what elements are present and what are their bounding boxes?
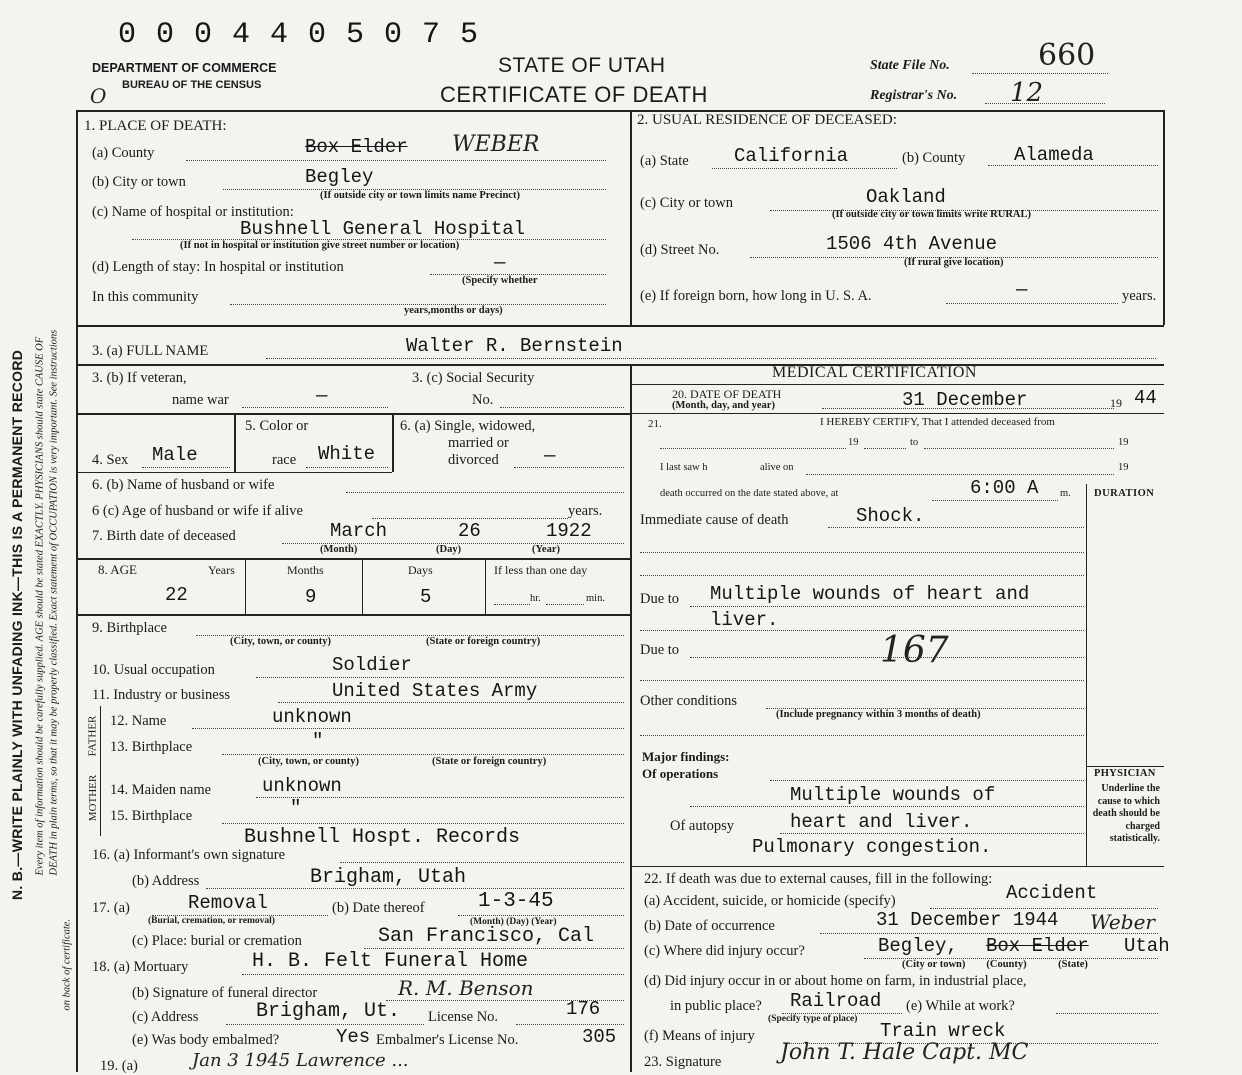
duration-header: DURATION (1094, 488, 1155, 499)
full-name-label: 3. (a) FULL NAME (92, 343, 209, 359)
last-saw-label: I last saw h (660, 462, 708, 473)
age-years-value: 22 (165, 584, 188, 606)
specify-note: (Specify whether (462, 275, 538, 286)
license-label: License No. (428, 1009, 499, 1025)
age-less-header: If less than one day (494, 563, 588, 577)
informant-label: 16. (a) Informant's own signature (92, 847, 286, 863)
disposition-label: 17. (a) (92, 900, 130, 916)
date-of-death-value: 31 December (902, 389, 1028, 411)
mother-side-label: MOTHER (87, 774, 100, 822)
foreign-born-years: years. (1122, 288, 1157, 304)
medical-certification-heading: MEDICAL CERTIFICATION (772, 364, 977, 381)
department-label: DEPARTMENT OF COMMERCE (92, 61, 277, 75)
place-type-note: (Specify type of place) (768, 1014, 858, 1024)
injury-state-value: Utah (1124, 935, 1170, 957)
color-label: 5. Color or (245, 418, 309, 434)
burial-place-label: (c) Place: burial or cremation (132, 933, 302, 949)
death-time-m: m. (1060, 488, 1071, 499)
marital-label-1: 6. (a) Single, widowed, (400, 418, 536, 434)
city-value: Begley (305, 166, 374, 188)
mother-maiden-name-value: unknown (262, 775, 342, 797)
community-note: years,months or days) (404, 305, 503, 316)
sex-value: Male (152, 444, 198, 466)
place-of-death-heading: 1. PLACE OF DEATH: (84, 118, 227, 134)
age-hr: hr. (530, 593, 541, 604)
certificate-title: CERTIFICATE OF DEATH (440, 82, 708, 107)
residence-county-value: Alameda (1014, 144, 1094, 166)
length-of-stay-label: (d) Length of stay: In hospital or institution (92, 259, 344, 275)
father-name-value: unknown (272, 706, 352, 728)
county-struck-value: Box Elder (305, 136, 408, 158)
date-of-death-label: 20. DATE OF DEATH (672, 387, 782, 401)
autopsy-value-1: Multiple wounds of (790, 784, 996, 806)
embalmer-license-label: Embalmer's License No. (376, 1032, 519, 1048)
alive-on-year: 19 (1118, 462, 1129, 473)
hospital-note: (If not in hospital or institution give street number or location) (180, 240, 460, 251)
residence-city-value: Oakland (866, 186, 946, 208)
margin-instruction-2: DEATH in plain terms, so that it may be properly classified. Exact statement of OCCUPATION is very important. See instructions (48, 329, 60, 876)
residence-state-value: California (734, 145, 849, 167)
signature-label: 23. Signature (644, 1054, 722, 1070)
embalmed-value: Yes (336, 1026, 371, 1048)
occurrence-date-label: (b) Date of occurrence (644, 918, 775, 934)
injury-means-label: (f) Means of injury (644, 1028, 755, 1044)
due-to-label: Due to (640, 591, 680, 607)
license-value: 176 (566, 998, 601, 1020)
due-to-2-value: 167 (880, 630, 949, 671)
birthplace-state-note: (State or foreign country) (426, 636, 541, 647)
birthplace-label: 9. Birthplace (92, 620, 167, 636)
physician-header: PHYSICIAN (1094, 768, 1156, 779)
race-label: race (272, 452, 297, 468)
underline-note: Underline the cause to which death should be charged statistically. (1092, 783, 1160, 844)
state-file-number: 660 (1038, 38, 1096, 73)
veteran-value: — (316, 385, 328, 407)
certify-number: 21. (648, 418, 662, 430)
funeral-director-signature: R. M. Benson (398, 976, 534, 1000)
age-months-value: 9 (305, 586, 317, 608)
certify-from-year: 19 (848, 437, 859, 448)
injury-county-value: Box Elder (986, 935, 1089, 957)
accident-type-label: (a) Accident, suicide, or homicide (specify) (644, 893, 896, 909)
informant-value: Bushnell Hospt. Records (244, 826, 521, 849)
age-months-header: Months (287, 563, 324, 577)
margin-instruction-1: Every item of information should be carefully supplied. AGE should be stated EXACTLY. PHYSICIANS should state CAUSE OF (34, 336, 46, 876)
external-causes-heading: 22. If death was due to external causes, fill in the following: (644, 871, 993, 887)
city-label: (b) City or town (92, 174, 186, 190)
age-label: 8. AGE (98, 562, 137, 577)
immediate-cause-label: Immediate cause of death (640, 512, 789, 528)
embalmed-label: (e) Was body embalmed? (132, 1032, 280, 1048)
due-to-value-2: liver. (710, 609, 779, 631)
father-birthplace-value: " (312, 730, 324, 752)
date-of-death-year: 44 (1134, 387, 1157, 409)
registrar-label: Registrar's No. (870, 88, 958, 103)
birth-month-value: March (330, 520, 388, 542)
county-label: (a) County (92, 145, 155, 161)
social-security-no-label: No. (472, 392, 494, 408)
state-title: STATE OF UTAH (498, 54, 666, 77)
veteran-label: 3. (b) If veteran, (92, 370, 187, 386)
father-name-label: 12. Name (110, 713, 167, 729)
certify-text: I HEREBY CERTIFY, That I attended deceased from (820, 416, 1055, 428)
residence-state-label: (a) State (640, 153, 689, 169)
margin-warning: N. B.—WRITE PLAINLY WITH UNFADING INK—THIS IS A PERMANENT RECORD (9, 349, 25, 900)
while-at-work-label: (e) While at work? (906, 998, 1015, 1014)
hospital-value: Bushnell General Hospital (240, 218, 526, 240)
age-years-header: Years (208, 563, 235, 577)
mortuary-label: 18. (a) Mortuary (92, 959, 189, 975)
other-conditions-note: (Include pregnancy within 3 months of death) (776, 709, 981, 720)
informant-address-value: Brigham, Utah (310, 866, 467, 889)
father-state-note: (State or foreign country) (432, 756, 547, 767)
city-note: (If outside city or town limits name Precinct) (320, 190, 520, 201)
certify-to-year: 19 (1118, 437, 1129, 448)
hospital-label: (c) Name of hospital or institution: (92, 204, 294, 220)
occurrence-date-value: 31 December 1944 (876, 909, 1059, 931)
mother-birthplace-value: " (290, 797, 302, 819)
autopsy-value-3: Pulmonary congestion. (752, 836, 992, 858)
community-label: In this community (92, 289, 199, 305)
injury-place-value: Railroad (790, 990, 882, 1012)
immediate-cause-value: Shock. (856, 505, 925, 527)
state-file-label: State File No. (870, 58, 950, 73)
handwritten-mark: O (90, 84, 107, 108)
accident-type-value: Accident (1006, 882, 1098, 904)
death-time-value: 6:00 A (970, 477, 1039, 499)
burial-place-value: San Francisco, Cal (378, 925, 595, 948)
social-security-label: 3. (c) Social Security (412, 370, 535, 386)
birth-month-note: (Month) (320, 544, 358, 555)
age-days-value: 5 (420, 586, 432, 608)
injury-city-value: Begley, (878, 935, 958, 957)
injury-place-label-2: in public place? (670, 998, 762, 1014)
father-birthplace-label: 13. Birthplace (110, 739, 193, 755)
father-side-label: FATHER (86, 715, 99, 757)
mother-birthplace-label: 15. Birthplace (110, 808, 193, 824)
certificate-serial-number: 0 0 0 4 4 0 5 0 7 5 (118, 18, 480, 52)
street-value: 1506 4th Avenue (826, 233, 998, 255)
disposition-date-value: 1-3-45 (478, 890, 554, 913)
due-to-value-1: Multiple wounds of heart and (710, 583, 1030, 605)
major-findings-label: Major findings: (642, 749, 730, 764)
injury-place-label-1: (d) Did injury occur in or about home on farm, in industrial place, (644, 973, 1027, 989)
industry-label: 11. Industry or business (92, 687, 231, 703)
date-of-death-note: (Month, day, and year) (672, 400, 775, 411)
marital-label-2: married or (448, 435, 509, 451)
physician-signature: John T. Hale Capt. MC (780, 1040, 1029, 1065)
father-city-note: (City, town, or county) (258, 756, 360, 767)
birth-year-value: 1922 (546, 520, 592, 542)
disposition-note: (Burial, cremation, or removal) (148, 916, 275, 926)
margin-instruction-3: on back of certificate. (61, 918, 73, 1011)
other-conditions-label: Other conditions (640, 693, 738, 709)
age-min: min. (586, 593, 605, 604)
due-to-2-label: Due to (640, 642, 680, 658)
death-occurred-label: death occurred on the date stated above, at (660, 488, 839, 499)
street-note: (If rural give location) (904, 257, 1004, 268)
occupation-label: 10. Usual occupation (92, 662, 215, 678)
foreign-born-value: — (1016, 279, 1028, 301)
mother-maiden-name-label: 14. Maiden name (110, 782, 212, 798)
autopsy-value-2: heart and liver. (790, 811, 973, 833)
registrar-number: 12 (1010, 78, 1044, 108)
bureau-label: BUREAU OF THE CENSUS (122, 79, 262, 91)
alive-on-label: alive on (760, 462, 794, 473)
injury-location-note: (City or town) (County) (State) (902, 959, 1088, 970)
veteran-war-label: name war (172, 392, 229, 408)
marital-value: — (544, 445, 556, 467)
mortuary-address-label: (c) Address (132, 1009, 199, 1025)
disposition-date-label: (b) Date thereof (332, 900, 425, 916)
disposition-date-note: (Month) (Day) (Year) (470, 917, 557, 927)
injury-means-value: Train wreck (880, 1020, 1006, 1042)
full-name-value: Walter R. Bernstein (406, 335, 623, 357)
certify-to: to (910, 437, 919, 448)
marital-label-3: divorced (448, 452, 499, 468)
spouse-age-label: 6 (c) Age of husband or wife if alive (92, 503, 303, 519)
spouse-age-years: years. (568, 503, 603, 519)
funeral-director-label: (b) Signature of funeral director (132, 985, 318, 1001)
birth-date-label: 7. Birth date of deceased (92, 528, 236, 544)
foreign-born-label: (e) If foreign born, how long in U. S. A. (640, 288, 872, 304)
residence-city-label: (c) City or town (640, 195, 734, 211)
embalmer-license-value: 305 (582, 1026, 617, 1048)
mortuary-address-value: Brigham, Ut. (256, 1000, 401, 1023)
operations-label: Of operations (642, 766, 719, 781)
age-days-header: Days (408, 563, 433, 577)
date-of-death-century: 19 (1110, 396, 1122, 410)
mortuary-value: H. B. Felt Funeral Home (252, 950, 529, 973)
race-value: White (318, 443, 376, 465)
spouse-name-label: 6. (b) Name of husband or wife (92, 477, 275, 493)
residence-city-note: (If outside city or town limits write RURAL) (832, 209, 1031, 220)
residence-county-label: (b) County (902, 150, 966, 166)
birth-day-note: (Day) (436, 544, 462, 555)
industry-value: United States Army (332, 680, 538, 702)
sex-label: 4. Sex (92, 452, 129, 468)
injury-location-label: (c) Where did injury occur? (644, 943, 805, 959)
street-label: (d) Street No. (640, 242, 720, 258)
item19-label: 19. (a) (100, 1058, 138, 1074)
birth-day-value: 26 (458, 520, 481, 542)
occupation-value: Soldier (332, 654, 412, 676)
birthplace-city-note: (City, town, or county) (230, 636, 332, 647)
weber-annotation: Weber (1090, 910, 1155, 934)
length-of-stay-value: — (494, 252, 506, 274)
birth-year-note: (Year) (532, 544, 560, 555)
residence-heading: 2. USUAL RESIDENCE OF DECEASED: (637, 112, 897, 128)
item19-value: Jan 3 1945 Lawrence ... (192, 1050, 409, 1071)
disposition-value: Removal (188, 892, 268, 914)
county-value: WEBER (452, 132, 540, 157)
autopsy-label: Of autopsy (670, 818, 735, 834)
informant-address-label: (b) Address (132, 873, 200, 889)
